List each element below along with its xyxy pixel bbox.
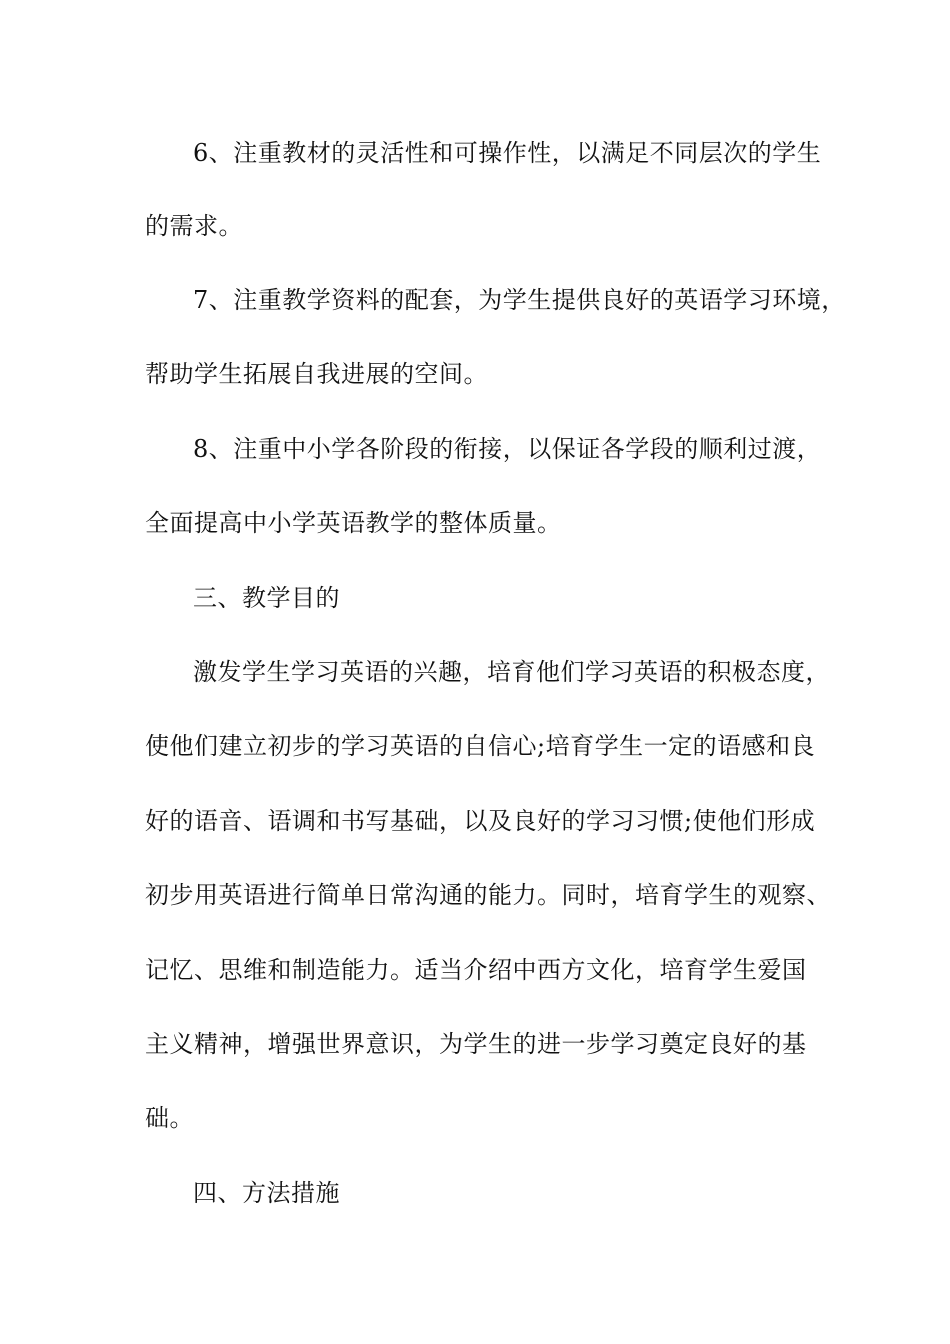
paragraph-line: 础。: [145, 1104, 194, 1132]
section-heading: 四、方法措施: [193, 1179, 340, 1207]
paragraph-line: 初步用英语进行简单日常沟通的能力。同时，培育学生的观察、: [145, 881, 831, 909]
paragraph-line: 主义精神，增强世界意识，为学生的进一步学习奠定良好的基: [145, 1030, 807, 1058]
paragraph-line: 6、注重教材的灵活性和可操作性，以满足不同层次的学生: [193, 139, 822, 167]
paragraph-line: 好的语音、语调和书写基础，以及良好的学习习惯;使他们形成: [145, 807, 816, 835]
paragraph-line: 使他们建立初步的学习英语的自信心;培育学生一定的语感和良: [145, 732, 816, 760]
section-heading: 三、教学目的: [193, 584, 340, 612]
paragraph-line: 的需求。: [145, 212, 243, 240]
paragraph-line: 7、注重教学资料的配套，为学生提供良好的英语学习环境，: [193, 286, 846, 314]
paragraph-line: 全面提高中小学英语教学的整体质量。: [145, 509, 562, 537]
paragraph-line: 记忆、思维和制造能力。适当介绍中西方文化，培育学生爱国: [145, 956, 807, 984]
paragraph-line: 帮助学生拓展自我进展的空间。: [145, 360, 488, 388]
paragraph-line: 激发学生学习英语的兴趣，培育他们学习英语的积极态度，: [193, 658, 830, 686]
paragraph-line: 8、注重中小学各阶段的衔接，以保证各学段的顺利过渡，: [193, 435, 822, 463]
